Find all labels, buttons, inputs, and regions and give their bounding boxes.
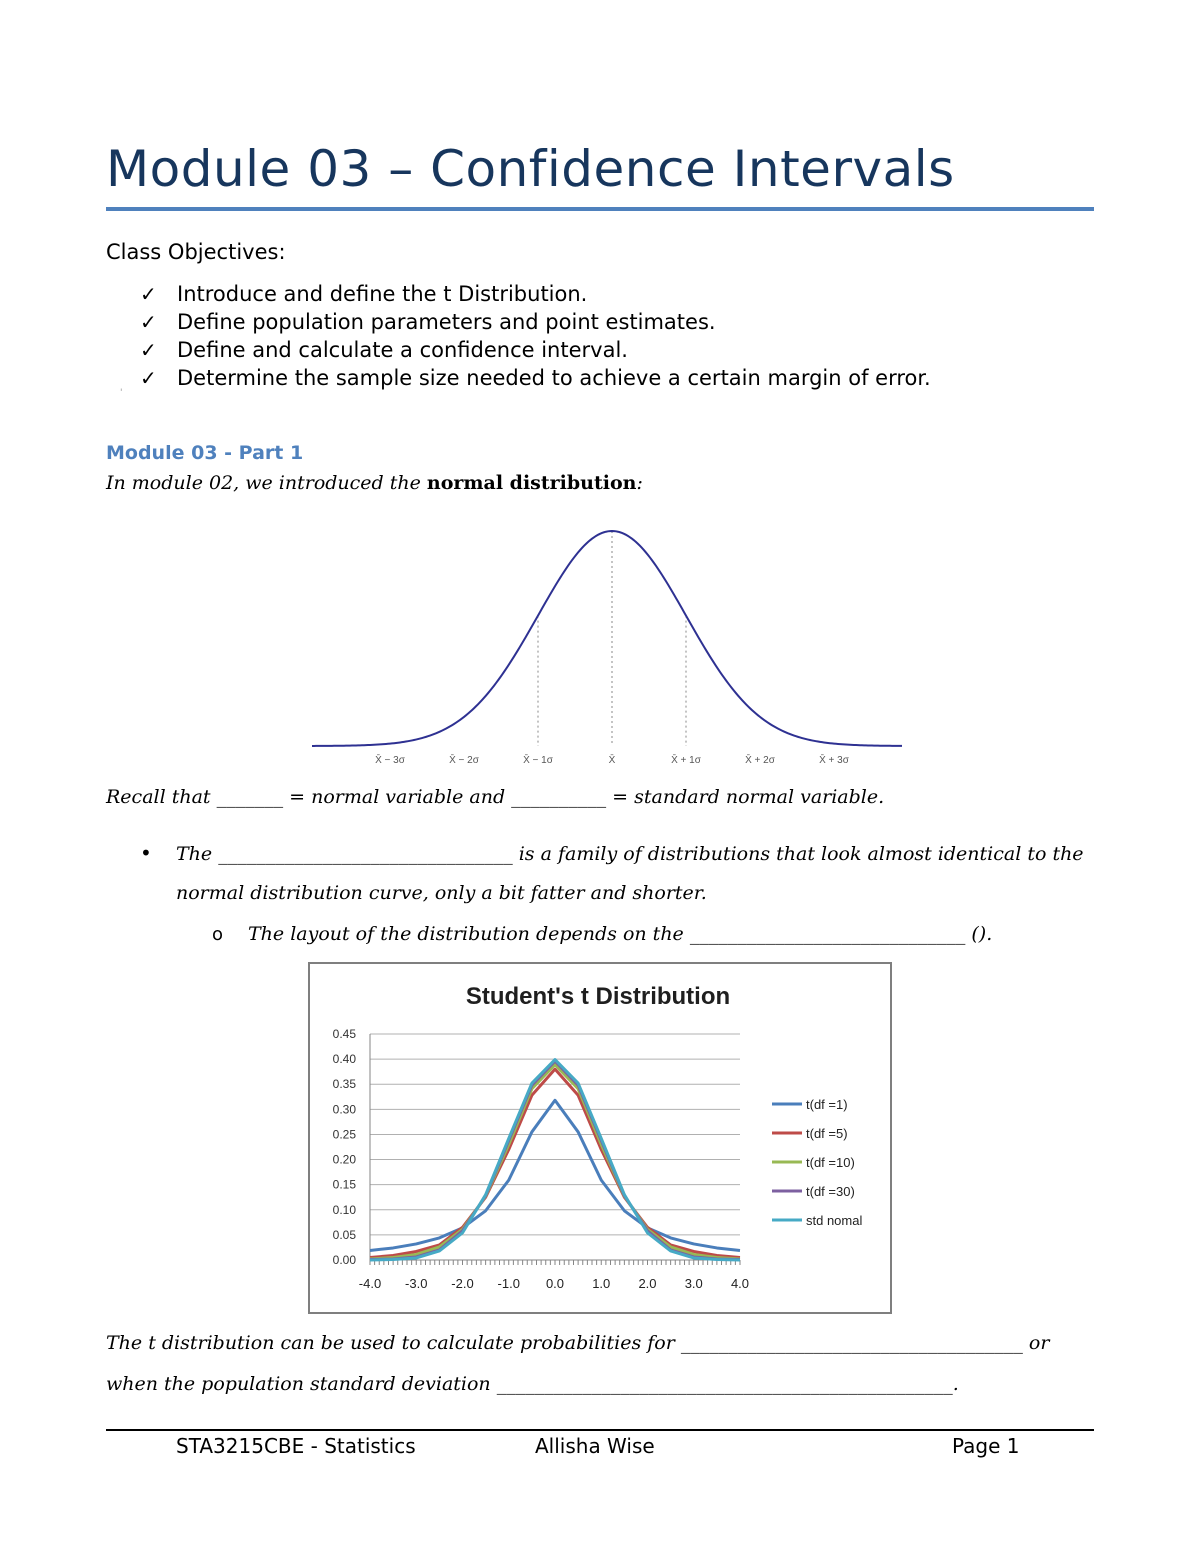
legend-label: t(df =30)	[806, 1184, 855, 1199]
objective-text: Define population parameters and point estimates.	[177, 310, 716, 334]
stray-mark: '	[120, 388, 123, 398]
y-tick-label: 0.10	[332, 1202, 356, 1217]
x-tick-label: -3.0	[405, 1276, 428, 1291]
x-tick-label: 2.0	[638, 1276, 657, 1291]
sub-bullet-icon: o	[212, 924, 224, 945]
footer-author: Allisha Wise	[535, 1434, 655, 1458]
title-underline	[106, 207, 1094, 211]
y-tick-label: 0.40	[332, 1052, 356, 1067]
student-t-chart	[308, 962, 892, 1314]
objective-text: Define and calculate a confidence interval.	[177, 338, 628, 362]
y-tick-label: 0.00	[332, 1253, 356, 1267]
footer-course: STA3215CBE - Statistics	[176, 1434, 416, 1458]
objectives-label: Class Objectives:	[106, 240, 286, 264]
y-tick-label: 0.25	[332, 1127, 356, 1142]
chart-title: Student's t Distribution	[465, 983, 731, 1010]
figure-background	[300, 497, 904, 782]
axis-label-plus3: X̄ + 3σ	[819, 755, 849, 766]
axis-label-plus2: X̄ + 2σ	[745, 755, 775, 766]
axis-label-minus3: X̄ − 3σ	[375, 755, 405, 766]
section-heading: Module 03 - Part 1	[106, 442, 304, 464]
intro-bold-term: normal distribution	[426, 472, 637, 494]
y-tick-label: 0.30	[332, 1102, 356, 1117]
tdist-sentence-line1: The t distribution can be used to calculate probabilities for ____________________________________ or	[106, 1332, 1050, 1354]
axis-label-plus1: X̄ + 1σ	[671, 755, 701, 766]
axis-label-minus2: X̄ − 2σ	[449, 755, 479, 766]
recall-sentence: Recall that _______ = normal variable and __________ = standard normal variable.	[106, 786, 885, 808]
bullet-t-distribution	[140, 841, 1084, 865]
tdist-sentence-line2: when the population standard deviation ________________________________________________.	[106, 1373, 959, 1395]
checkmark-icon: ✓	[140, 310, 157, 334]
checkmark-icon: ✓	[140, 282, 157, 306]
axis-label-mean: X̄	[608, 755, 616, 766]
x-tick-label: 1.0	[592, 1276, 611, 1291]
y-tick-label: 0.45	[332, 1027, 356, 1041]
objectives-list	[140, 280, 931, 392]
checkmark-icon: ✓	[140, 366, 157, 390]
sub-bullet-layout	[212, 923, 992, 945]
x-tick-label: 0.0	[545, 1276, 565, 1291]
x-tick-label: -1.0	[497, 1276, 520, 1291]
legend-label: t(df =1)	[806, 1097, 848, 1112]
sub-bullet-text: The layout of the distribution depends on the _____________________________ ().	[248, 923, 993, 945]
y-tick-label: 0.05	[332, 1227, 356, 1242]
x-tick-label: 4.0	[730, 1276, 750, 1291]
y-tick-label: 0.15	[332, 1177, 356, 1192]
objective-text: Introduce and define the t Distribution.	[177, 282, 588, 306]
x-tick-label: -2.0	[451, 1276, 474, 1291]
checkmark-icon: ✓	[140, 338, 157, 362]
bullet-text-line2: normal distribution curve, only a bit fatter and shorter.	[176, 882, 707, 904]
objective-item	[140, 308, 931, 336]
normal-distribution-figure	[300, 497, 904, 782]
intro-suffix: :	[636, 472, 643, 494]
y-tick-label: 0.35	[332, 1077, 356, 1092]
legend-label: t(df =10)	[806, 1155, 855, 1170]
objective-text: Determine the sample size needed to achieve a certain margin of error.	[177, 366, 931, 390]
legend-label: t(df =5)	[806, 1126, 848, 1141]
footer-page-number: Page 1	[952, 1434, 1020, 1458]
axis-label-minus1: X̄ − 1σ	[523, 755, 553, 766]
legend-label: std nomal	[806, 1213, 863, 1228]
bullet-icon: •	[140, 841, 152, 865]
bullet-text-line1: The _______________________________ is a family of distributions that look almost identical to the	[176, 843, 1084, 865]
intro-sentence	[106, 472, 643, 494]
intro-prefix: In module 02, we introduced the	[106, 472, 427, 494]
objective-item	[140, 364, 931, 392]
y-tick-label: 0.20	[332, 1152, 356, 1167]
objective-item	[140, 336, 931, 364]
objective-item	[140, 280, 931, 308]
x-tick-label: -4.0	[358, 1276, 382, 1291]
footer-rule	[106, 1429, 1094, 1431]
page-title: Module 03 – Confidence Intervals	[106, 140, 955, 198]
x-tick-label: 3.0	[684, 1276, 703, 1291]
